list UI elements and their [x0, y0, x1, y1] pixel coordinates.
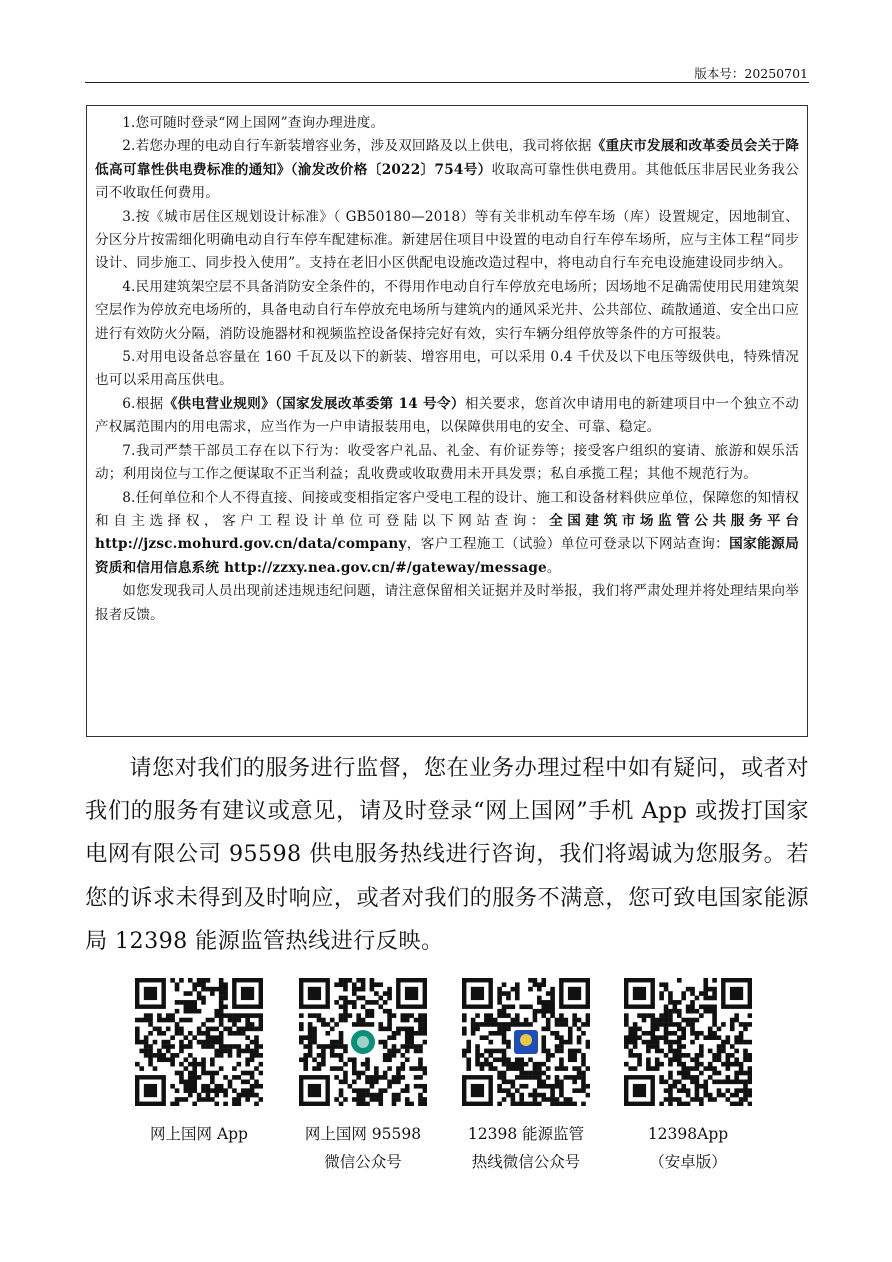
notice-item-7-text: 7.我司严禁干部员工存在以下行为：收受客户礼品、礼金、有价证券等；接受客户组织的宴请、旅游和娱乐活动；利用岗位与工作之便谋取不正当利益；乱收费或收取费用未开具发票；私自承揽工程；其他不规范行为。	[95, 442, 799, 483]
notice-closing	[95, 580, 799, 627]
notice-item-8-end: 。	[546, 559, 561, 576]
qr-caption-line1: 12398 能源监管	[467, 1125, 585, 1143]
notice-item-2	[95, 135, 799, 205]
header-divider	[85, 82, 809, 83]
qr-caption	[114, 1120, 284, 1148]
notice-item-8	[95, 487, 799, 581]
notice-item-2-text: 2.若您办理的电动自行车新装增容业务，涉及双回路及以上供电，我司将依据	[122, 138, 592, 155]
qr-caption	[603, 1120, 773, 1176]
notice-item-3-text: 3.按《城市居住区规划设计标准》（ GB50180—2018）等有关非机动车停车场（库）设置规定，因地制宜、分区分片按需细化明确电动自行车停车配建标准。新建居住项目中设置的电动自行车停车场所，应与主体工程“同步设计、同步施工、同步投入使用”。支持在老旧小区供配电设施改造过程中，将电动自行车充电设施建设同步纳入。	[95, 208, 799, 272]
notice-item-8-link-1[interactable]: 全国建筑市场监管公共服务平台 http://jzsc.mohurd.gov.cn/data/company	[95, 512, 799, 553]
notice-item-6-bold: 《供电营业规则》（国家发展改革委第 14 号令）	[163, 395, 465, 412]
notice-item-8-link-2[interactable]: 国家能源局资质和信用信息系统 http://zzxy.nea.gov.cn/#/gateway/message	[95, 536, 799, 576]
qr-code-icon	[135, 978, 263, 1106]
notice-item-4	[95, 276, 799, 346]
qr-caption	[441, 1120, 611, 1176]
notice-box	[86, 105, 808, 737]
notice-item-7	[95, 440, 799, 487]
notice-item-2-tail: 收取高可靠性供电费用。其他低压非居民业务我公司不收取任何费用。	[95, 161, 799, 202]
qr-caption	[278, 1120, 448, 1176]
notice-item-8-mid: ，客户工程施工（试验）单位可登录以下网站查询：	[406, 536, 730, 553]
notice-item-6-text: 6.根据	[122, 395, 164, 412]
version-label: 版本号：20250701	[694, 66, 808, 81]
qr-code-icon	[299, 978, 427, 1106]
supervision-paragraph: 请您对我们的服务进行监督，您在业务办理过程中如有疑问，或者对我们的服务有建议或意见，请及时登录“网上国网”手机 App 或拨打国家电网有限公司 95598 供电服务热线进行咨询，我们将竭诚为您服务。若您的诉求未得到及时响应，或者对我们的服务不满意，您可致电国家能源局 12398 能源监管热线进行反映。	[85, 755, 809, 954]
notice-item-8-text: 8.任何单位和个人不得直接、间接或变相指定客户受电工程的设计、施工和设备材料供应单位，保障您的知情权和自主选择权，客户工程设计单位可登陆以下网站查询：	[95, 489, 799, 529]
qr-code-icon	[624, 978, 752, 1106]
notice-item-4-text: 4.民用建筑架空层不具备消防安全条件的，不得用作电动自行车停放充电场所；因场地不足确需使用民用建筑架空层作为停放充电场所的，具备电动自行车停放充电场所与建筑内的通风采光井、公共部位、疏散通道、安全出口应进行有效防火分隔，消防设施器材和视频监控设备保持完好有效，实行车辆分组停放等条件的方可报装。	[95, 278, 799, 342]
notice-item-5	[95, 346, 799, 393]
notice-item-5-text: 5.对用电设备总容量在 160 千瓦及以下的新装、增容用电，可以采用 0.4 千伏及以下电压等级供电，特殊情况也可以采用高压供电。	[95, 349, 799, 389]
qr-code-row	[0, 972, 892, 1192]
qr-caption-line2: 热线微信公众号	[471, 1153, 581, 1171]
notice-item-6	[95, 393, 799, 440]
notice-item-1-text: 1.您可随时登录“网上国网”查询办理进度。	[122, 115, 385, 131]
qr-code-icon	[462, 978, 590, 1106]
notice-item-3	[95, 206, 799, 276]
qr-caption-line1: 网上国网 App	[150, 1125, 248, 1143]
notice-item-6-tail: 相关要求，您首次申请用电的新建项目中一个独立不动产权属范围内的用电需求，应当作为一户申请报装用电，以保障供用电的安全、可靠、稳定。	[95, 395, 799, 436]
notice-closing-text: 如您发现我司人员出现前述违规违纪问题，请注意保留相关证据并及时举报，我们将严肃处理并将处理结果向举报者反馈。	[95, 583, 799, 623]
qr-caption-line1: 12398App	[647, 1125, 729, 1143]
qr-caption-line1: 网上国网 95598	[304, 1125, 422, 1143]
notice-item-2-bold: 《重庆市发展和改革委员会关于降低高可靠性供电费标准的通知》（渝发改价格〔2022〕754号）	[95, 138, 800, 178]
qr-caption-line2: 微信公众号	[324, 1153, 402, 1171]
notice-item-1	[95, 112, 799, 135]
qr-caption-line2: （安卓版）	[649, 1153, 727, 1171]
